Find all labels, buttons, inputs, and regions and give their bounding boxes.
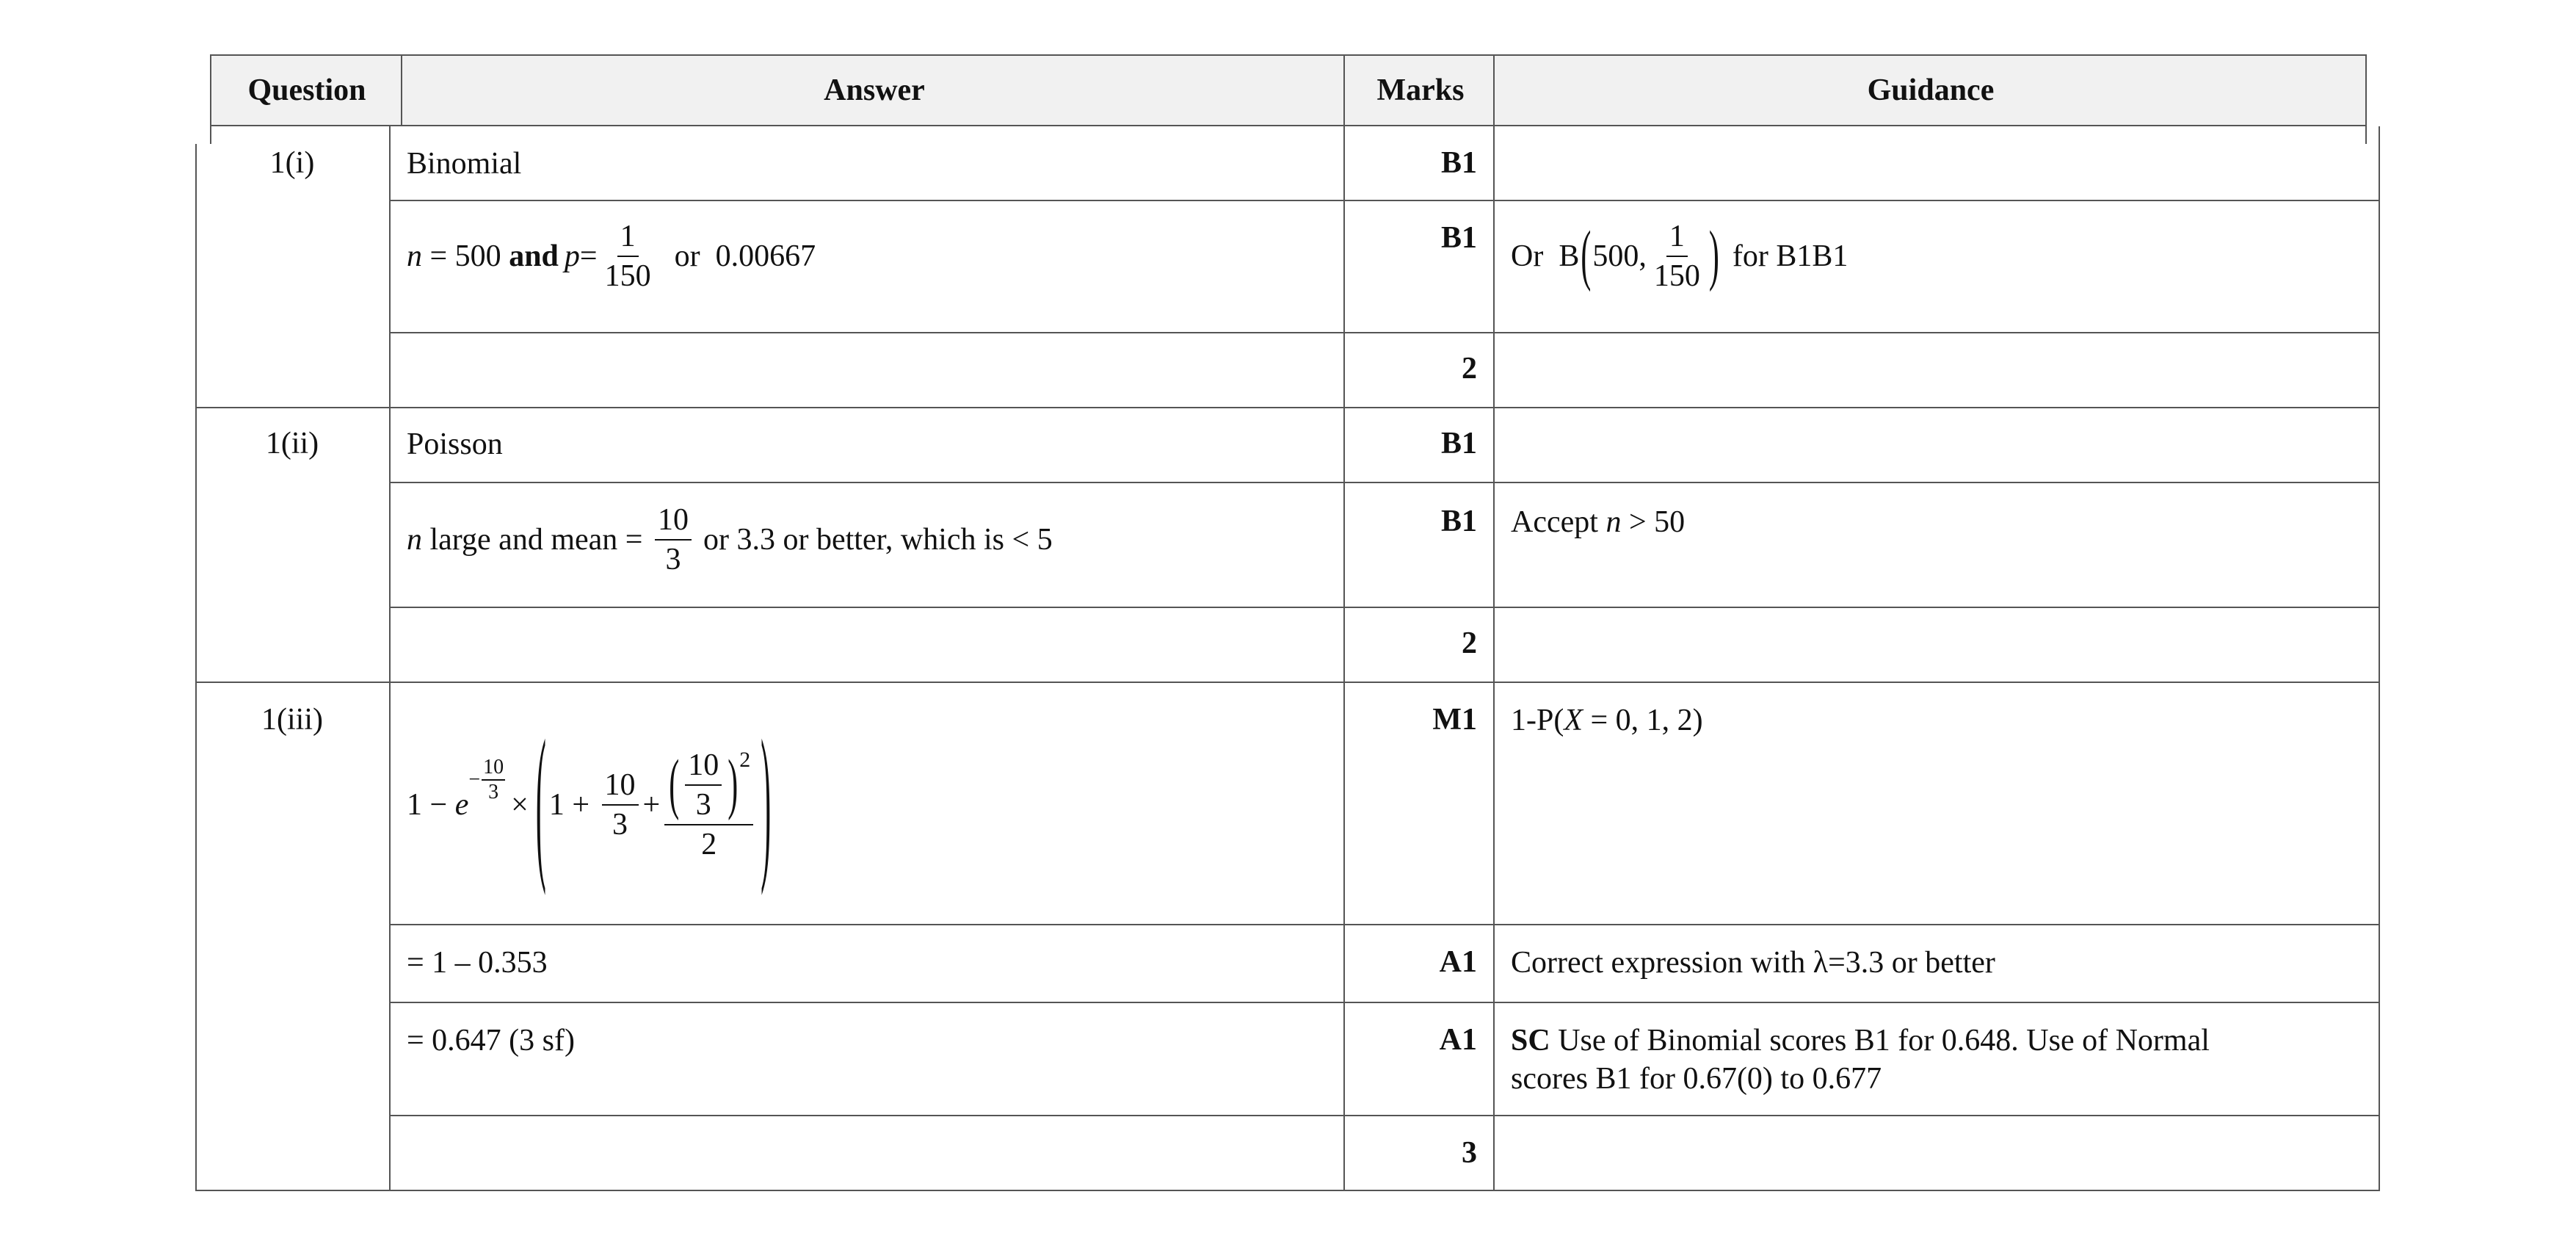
col-divider-marks: [1493, 126, 1495, 1191]
fraction-denominator: 150: [1653, 259, 1700, 293]
answer-text: ×: [511, 788, 529, 822]
guidance-text: [1511, 702, 1703, 739]
paren-close: ): [728, 748, 739, 823]
answer-formula: [407, 504, 1053, 576]
fraction-denominator: 3: [488, 781, 499, 803]
answer-text: Poisson: [407, 427, 503, 461]
var-n: n: [1606, 505, 1622, 539]
answer-text: = 500: [422, 239, 509, 273]
table-header: [210, 54, 2367, 126]
answer-text: large and mean =: [422, 523, 650, 557]
table-border-right: [2379, 126, 2380, 1191]
mark-total: 2: [1462, 626, 1477, 660]
fraction-denominator: 3: [665, 543, 681, 576]
fraction: [602, 220, 654, 292]
guidance-text: Or B: [1511, 239, 1580, 273]
answer-formula: [407, 709, 774, 900]
paren-open: (: [1581, 219, 1592, 294]
mark-code: B1: [1440, 221, 1477, 255]
answer-text: Binomial: [407, 147, 522, 181]
header-answer: Answer: [824, 73, 925, 107]
answer-text: 1 −: [407, 788, 455, 822]
fraction: [655, 504, 692, 576]
paren-open: (: [535, 710, 546, 900]
fraction: [602, 769, 639, 841]
var-x: X: [1564, 704, 1583, 737]
fraction: [685, 749, 722, 821]
mark-total: 3: [1462, 1136, 1477, 1170]
row-divider: [389, 607, 2380, 608]
fraction: [664, 749, 753, 861]
answer-text: and: [509, 239, 559, 273]
answer-text: 1 +: [548, 788, 598, 822]
header-marks: Marks: [1376, 73, 1465, 107]
fraction-numerator: 10: [655, 504, 692, 541]
question-id: 1(ii): [265, 427, 319, 460]
header-guidance: Guidance: [1867, 73, 1995, 107]
row-divider: [389, 1002, 2380, 1003]
guidance-text: Accept: [1511, 505, 1606, 539]
paren-open: (: [669, 748, 680, 823]
question-id: 1(iii): [261, 703, 323, 737]
answer-text: or 0.00667: [674, 239, 816, 273]
special-case-label: SC: [1511, 1024, 1550, 1058]
answer-text: = 0.647 (3 sf): [407, 1024, 575, 1058]
fraction-denominator: 3: [695, 788, 711, 822]
exponent-sign: −: [468, 768, 481, 791]
mark-code: B1: [1440, 505, 1477, 538]
var-n: n: [407, 239, 422, 273]
fraction-numerator: 10: [685, 749, 722, 786]
fraction: [482, 757, 505, 803]
mark-code: M1: [1432, 703, 1477, 737]
fraction: [1651, 220, 1703, 292]
guidance-formula: [1511, 220, 1848, 292]
col-divider-question: [389, 126, 391, 1191]
row-divider: [389, 924, 2380, 925]
exponent: 2: [739, 748, 751, 772]
fraction-numerator: 1: [1666, 220, 1688, 257]
guidance-text: [1511, 504, 1685, 541]
paren-close: ): [1708, 219, 1719, 294]
guidance-text: 500,: [1592, 239, 1647, 273]
header-divider: [1493, 54, 1495, 126]
fraction-denominator: 150: [604, 259, 651, 293]
row-divider: [389, 1115, 2380, 1116]
answer-text: or 3.3 or better, which is < 5: [703, 523, 1053, 557]
header-divider: [401, 54, 402, 126]
paren-close: ): [761, 710, 772, 900]
guidance-text: 1-P(: [1511, 704, 1564, 737]
mark-total: 2: [1462, 352, 1477, 386]
var-n: n: [407, 523, 422, 557]
exponent: [468, 757, 507, 803]
fraction-numerator: 10: [482, 757, 505, 781]
fraction-numerator: [664, 749, 753, 825]
guidance-text: Correct expression with λ=3.3 or better: [1511, 946, 1995, 980]
mark-code: A1: [1439, 1023, 1477, 1057]
answer-text: = 1 – 0.353: [407, 946, 548, 980]
question-id: 1(i): [269, 146, 315, 180]
table-border-bottom: [195, 1190, 2380, 1191]
answer-text: =: [579, 239, 598, 273]
row-divider: [389, 482, 2380, 483]
fraction-denominator: 2: [701, 828, 717, 861]
header-tick: [210, 126, 211, 144]
question-divider: [195, 682, 2380, 683]
guidance-text: [1511, 1022, 2210, 1059]
guidance-text: > 50: [1621, 505, 1686, 539]
var-p: p: [564, 239, 580, 273]
mark-code: A1: [1439, 945, 1477, 979]
table-border-left: [195, 144, 197, 1191]
header-divider: [1343, 54, 1345, 126]
fraction-numerator: 1: [617, 220, 639, 257]
guidance-text: Use of Binomial scores B1 for 0.648. Use of Normal: [1550, 1024, 2210, 1058]
question-divider: [195, 407, 2380, 408]
guidance-text: scores B1 for 0.67(0) to 0.677: [1511, 1062, 1882, 1096]
answer-text: +: [642, 788, 661, 822]
var-e: e: [454, 788, 469, 822]
header-tick: [2365, 126, 2367, 144]
row-divider: [389, 200, 2380, 201]
fraction-numerator: 10: [602, 769, 639, 806]
row-divider: [389, 332, 2380, 333]
fraction-denominator: 3: [612, 808, 628, 842]
answer-formula: [407, 220, 816, 292]
header-question: Question: [247, 73, 366, 107]
mark-code: B1: [1440, 427, 1477, 460]
guidance-text: = 0, 1, 2): [1583, 704, 1703, 737]
mark-code: B1: [1440, 146, 1477, 180]
guidance-text: for B1B1: [1732, 239, 1848, 273]
